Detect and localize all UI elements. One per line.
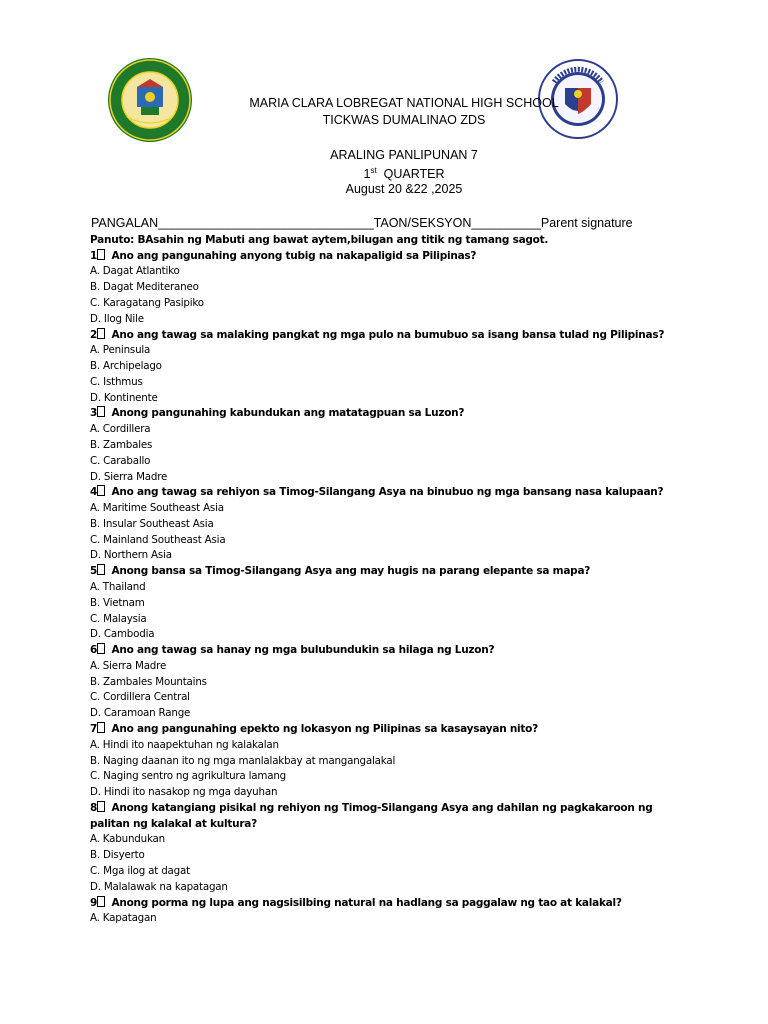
answer-option[interactable]: B. Naging daanan ito ng mga manlalakbay at mangangalakal (90, 754, 396, 767)
question-text: Ano ang tawag sa rehiyon sa Timog-Silangang Asya na binubuo ng mga bansang nasa kalupaan? (111, 486, 664, 499)
answer-option[interactable]: A. Hindi ito naapektuhan ng kalakalan (90, 738, 279, 751)
question-text: Anong katangiang pisikal ng rehiyon ng Timog-Silangang Asya ang dahilan ng pagkakaroon ng palitan ng kalakal at kultura? (90, 801, 653, 830)
missing-glyph-icon (97, 249, 105, 260)
answer-option[interactable]: D. Malalawak na kapatagan (90, 880, 228, 893)
subject-title: ARALING PANLIPUNAN 7 (330, 148, 478, 162)
answer-option[interactable]: C. Malaysia (90, 612, 147, 625)
question-8 (90, 801, 680, 832)
answer-option[interactable]: B. Vietnam (90, 596, 145, 609)
answer-option[interactable]: A. Cordillera (90, 423, 151, 436)
question-text: Anong pangunahing kabundukan ang matatagpuan sa Luzon? (111, 407, 465, 420)
answer-option[interactable]: C. Naging sentro ng agrikultura lamang (90, 770, 286, 783)
question-text: Ano ang pangunahing anyong tubig na nakapaligid sa Pilipinas? (111, 249, 477, 262)
answer-option[interactable]: A. Dagat Atlantiko (90, 265, 180, 278)
question-5 (90, 564, 680, 580)
answer-option[interactable]: A. Maritime Southeast Asia (90, 502, 224, 515)
answer-option[interactable]: D. Hindi ito nasakop ng mga dayuhan (90, 786, 278, 799)
question-4 (90, 485, 680, 501)
question-9 (90, 896, 680, 912)
missing-glyph-icon (97, 722, 105, 733)
question-number: 5 (90, 565, 98, 578)
question-number: 7 (90, 723, 98, 736)
answer-option[interactable]: D. Cambodia (90, 628, 155, 641)
quarter-label: 1st QUARTER (363, 166, 445, 181)
answer-option[interactable]: B. Insular Southeast Asia (90, 517, 214, 530)
answer-option[interactable]: B. Dagat Mediteraneo (90, 281, 199, 294)
question-number: 2 (90, 328, 98, 341)
answer-option[interactable]: A. Thailand (90, 580, 146, 593)
missing-glyph-icon (97, 328, 105, 339)
school-address: TICKWAS DUMALINAO ZDS (322, 113, 486, 127)
answer-option[interactable]: A. Kapatagan (90, 912, 157, 925)
answer-option[interactable]: C. Cordillera Central (90, 691, 190, 704)
answer-option[interactable]: D. Northern Asia (90, 549, 172, 562)
school-name: MARIA CLARA LOBREGAT NATIONAL HIGH SCHOOL (249, 96, 559, 110)
question-text: Ano ang pangunahing epekto ng lokasyon ng Pilipinas sa kasaysayan nito? (111, 723, 538, 736)
answer-option[interactable]: C. Isthmus (90, 375, 143, 388)
exam-content (90, 233, 680, 927)
question-6 (90, 643, 680, 659)
answer-option[interactable]: A. Peninsula (90, 344, 151, 357)
missing-glyph-icon (97, 896, 105, 907)
answer-option[interactable]: D. Kontinente (90, 391, 158, 404)
answer-option[interactable]: B. Archipelago (90, 360, 162, 373)
missing-glyph-icon (97, 643, 105, 654)
missing-glyph-icon (97, 406, 105, 417)
answer-option[interactable]: B. Zambales (90, 438, 153, 451)
question-number: 8 (90, 801, 98, 814)
answer-option[interactable]: C. Mga ilog at dagat (90, 864, 190, 877)
answer-option[interactable]: B. Zambales Mountains (90, 675, 207, 688)
answer-option[interactable]: D. Ilog Nile (90, 312, 144, 325)
answer-option[interactable]: B. Disyerto (90, 849, 145, 862)
question-text: Anong porma ng lupa ang nagsisilbing natural na hadlang sa paggalaw ng tao at kalakal? (111, 896, 622, 909)
missing-glyph-icon (97, 801, 105, 812)
question-number: 6 (90, 644, 98, 657)
instructions: Panuto: BAsahin ng Mabuti ang bawat aytem,bilugan ang titik ng tamang sagot. (90, 234, 549, 246)
question-text: Anong bansa sa Timog-Silangang Asya ang may hugis na parang elepante sa mapa? (111, 565, 591, 578)
question-number: 3 (90, 407, 98, 420)
answer-option[interactable]: D. Caramoan Range (90, 707, 191, 720)
answer-option[interactable]: A. Sierra Madre (90, 659, 167, 672)
question-number: 9 (90, 896, 98, 909)
answer-option[interactable]: C. Karagatang Pasipiko (90, 297, 204, 309)
answer-option[interactable]: D. Sierra Madre (90, 470, 168, 483)
exam-date: August 20 &22 ,2025 (345, 182, 463, 196)
student-info-line: PANGALAN_______________________________TAON/SEKSYON__________Parent signature (91, 216, 633, 230)
missing-glyph-icon (97, 485, 105, 496)
answer-option[interactable]: C. Caraballo (90, 454, 151, 467)
answer-option[interactable]: C. Mainland Southeast Asia (90, 533, 226, 546)
missing-glyph-icon (97, 564, 105, 575)
question-3 (90, 406, 680, 422)
question-text: Ano ang tawag sa malaking pangkat ng mga pulo na bumubuo sa isang bansa tulad ng Pilipinas? (111, 328, 665, 341)
question-2 (90, 328, 680, 344)
question-1 (90, 249, 680, 265)
answer-option[interactable]: A. Kabundukan (90, 833, 165, 846)
question-list (90, 249, 680, 927)
question-7 (90, 722, 680, 738)
question-number: 1 (90, 249, 98, 262)
question-text: Ano ang tawag sa hanay ng mga bulubundukin sa hilaga ng Luzon? (111, 644, 495, 657)
question-number: 4 (90, 486, 98, 499)
